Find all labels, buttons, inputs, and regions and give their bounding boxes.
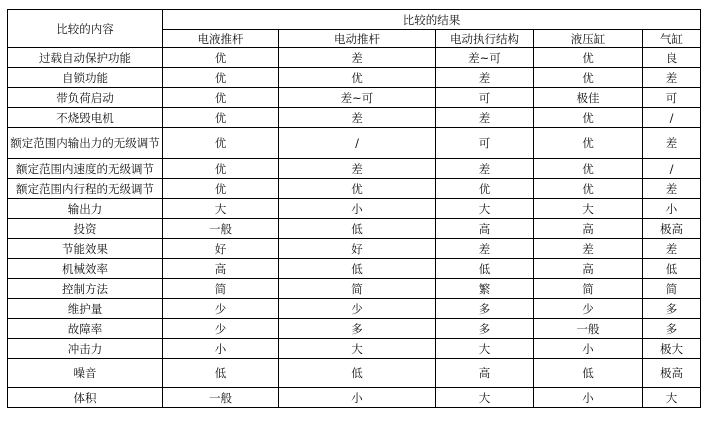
table-row (8, 259, 701, 279)
table-cell: 低 (436, 259, 534, 279)
table-row (8, 239, 701, 259)
table-row (8, 359, 701, 388)
table-cell: 差 (279, 48, 436, 68)
column-header: 电动推杆 (279, 30, 436, 48)
table-cell: 优 (534, 48, 643, 68)
table-cell: 优 (534, 108, 643, 128)
table-cell: 高 (534, 259, 643, 279)
table-row (8, 88, 701, 108)
table-row (8, 339, 701, 359)
table-cell: 低 (534, 359, 643, 388)
table-cell: 大 (436, 199, 534, 219)
table-cell: 多 (643, 319, 701, 339)
table-header (8, 10, 701, 48)
table-cell: 良 (643, 48, 701, 68)
table-cell: 低 (163, 359, 279, 388)
table-cell: 可 (436, 88, 534, 108)
comparison-table (7, 9, 701, 408)
table-cell: 小 (279, 199, 436, 219)
row-label: 投资 (8, 219, 163, 239)
table-cell: 小 (163, 339, 279, 359)
table-cell: 优 (163, 159, 279, 179)
table-cell: 少 (163, 299, 279, 319)
row-label: 输出力 (8, 199, 163, 219)
row-label: 维护量 (8, 299, 163, 319)
table-row (8, 108, 701, 128)
table-row (8, 48, 701, 68)
table-row (8, 319, 701, 339)
table-cell: 极高 (643, 359, 701, 388)
table-cell: 大 (534, 199, 643, 219)
table-cell: 优 (163, 68, 279, 88)
table-cell: 差 (436, 108, 534, 128)
table-cell: 低 (279, 219, 436, 239)
table-row (8, 279, 701, 299)
table-cell: 优 (534, 68, 643, 88)
table-cell: 小 (534, 339, 643, 359)
table-cell: 大 (643, 388, 701, 408)
table-cell: 简 (279, 279, 436, 299)
table-cell: 优 (163, 108, 279, 128)
row-label: 额定范围内行程的无级调节 (8, 179, 163, 199)
table-cell: 高 (436, 359, 534, 388)
table-cell: 优 (534, 159, 643, 179)
table-row (8, 128, 701, 159)
table-cell: 一般 (534, 319, 643, 339)
row-label: 不烧毁电机 (8, 108, 163, 128)
table-row (8, 159, 701, 179)
corner-header: 比较的内容 (8, 10, 163, 48)
table-cell: 差 (279, 108, 436, 128)
table-cell: 大 (163, 199, 279, 219)
table-cell: 一般 (163, 219, 279, 239)
table-row (8, 219, 701, 239)
table-cell: 可 (436, 128, 534, 159)
table-body (8, 48, 701, 408)
table-cell: 优 (163, 128, 279, 159)
table-cell: 高 (436, 219, 534, 239)
table-cell: 低 (643, 259, 701, 279)
table-cell: 小 (534, 388, 643, 408)
table-cell: 高 (163, 259, 279, 279)
row-label: 过载自动保护功能 (8, 48, 163, 68)
table-cell: 好 (163, 239, 279, 259)
table-cell: 优 (163, 88, 279, 108)
table-cell: 简 (643, 279, 701, 299)
table-row (8, 299, 701, 319)
table-cell: 差 (643, 179, 701, 199)
table-cell: 极佳 (534, 88, 643, 108)
table-cell: 优 (279, 68, 436, 88)
table-cell: 差 (436, 68, 534, 88)
table-cell: / (279, 128, 436, 159)
table-cell: 差 (643, 68, 701, 88)
table-row (8, 388, 701, 408)
table-row (8, 68, 701, 88)
table-cell: 少 (163, 319, 279, 339)
column-header: 气缸 (643, 30, 701, 48)
table-cell: 多 (643, 299, 701, 319)
table-cell: 好 (279, 239, 436, 259)
table-cell: 大 (279, 339, 436, 359)
table-cell: 小 (643, 199, 701, 219)
table-cell: / (643, 159, 701, 179)
table-cell: 差~可 (279, 88, 436, 108)
table-cell: 差 (534, 239, 643, 259)
table-cell: / (643, 108, 701, 128)
table-row (8, 179, 701, 199)
row-label: 额定范围内输出力的无级调节 (8, 128, 163, 159)
table-cell: 简 (534, 279, 643, 299)
row-label: 自锁功能 (8, 68, 163, 88)
table-cell: 差~可 (436, 48, 534, 68)
table-cell: 差 (279, 159, 436, 179)
table-cell: 少 (534, 299, 643, 319)
column-header: 电动执行结构 (436, 30, 534, 48)
table-cell: 优 (163, 48, 279, 68)
table-cell: 多 (279, 319, 436, 339)
table-cell: 低 (279, 259, 436, 279)
row-label: 额定范围内速度的无级调节 (8, 159, 163, 179)
table-cell: 优 (534, 179, 643, 199)
table-cell: 高 (534, 219, 643, 239)
group-header: 比较的结果 (163, 10, 701, 30)
table-cell: 优 (163, 179, 279, 199)
comparison-table-container (7, 9, 701, 408)
table-cell: 差 (436, 159, 534, 179)
table-cell: 一般 (163, 388, 279, 408)
row-label: 机械效率 (8, 259, 163, 279)
table-cell: 繁 (436, 279, 534, 299)
table-cell: 差 (643, 128, 701, 159)
table-cell: 极大 (643, 339, 701, 359)
table-cell: 少 (279, 299, 436, 319)
row-label: 故障率 (8, 319, 163, 339)
table-cell: 差 (643, 239, 701, 259)
table-cell: 大 (436, 388, 534, 408)
row-label: 噪音 (8, 359, 163, 388)
table-cell: 小 (279, 388, 436, 408)
row-label: 带负荷启动 (8, 88, 163, 108)
table-cell: 简 (163, 279, 279, 299)
table-cell: 大 (436, 339, 534, 359)
table-cell: 多 (436, 319, 534, 339)
table-cell: 优 (279, 179, 436, 199)
table-cell: 可 (643, 88, 701, 108)
table-cell: 优 (534, 128, 643, 159)
table-cell: 优 (436, 179, 534, 199)
table-cell: 差 (436, 239, 534, 259)
row-label: 体积 (8, 388, 163, 408)
column-header: 液压缸 (534, 30, 643, 48)
table-cell: 低 (279, 359, 436, 388)
table-row (8, 199, 701, 219)
row-label: 冲击力 (8, 339, 163, 359)
table-cell: 极高 (643, 219, 701, 239)
column-header: 电液推杆 (163, 30, 279, 48)
table-cell: 多 (436, 299, 534, 319)
row-label: 节能效果 (8, 239, 163, 259)
row-label: 控制方法 (8, 279, 163, 299)
